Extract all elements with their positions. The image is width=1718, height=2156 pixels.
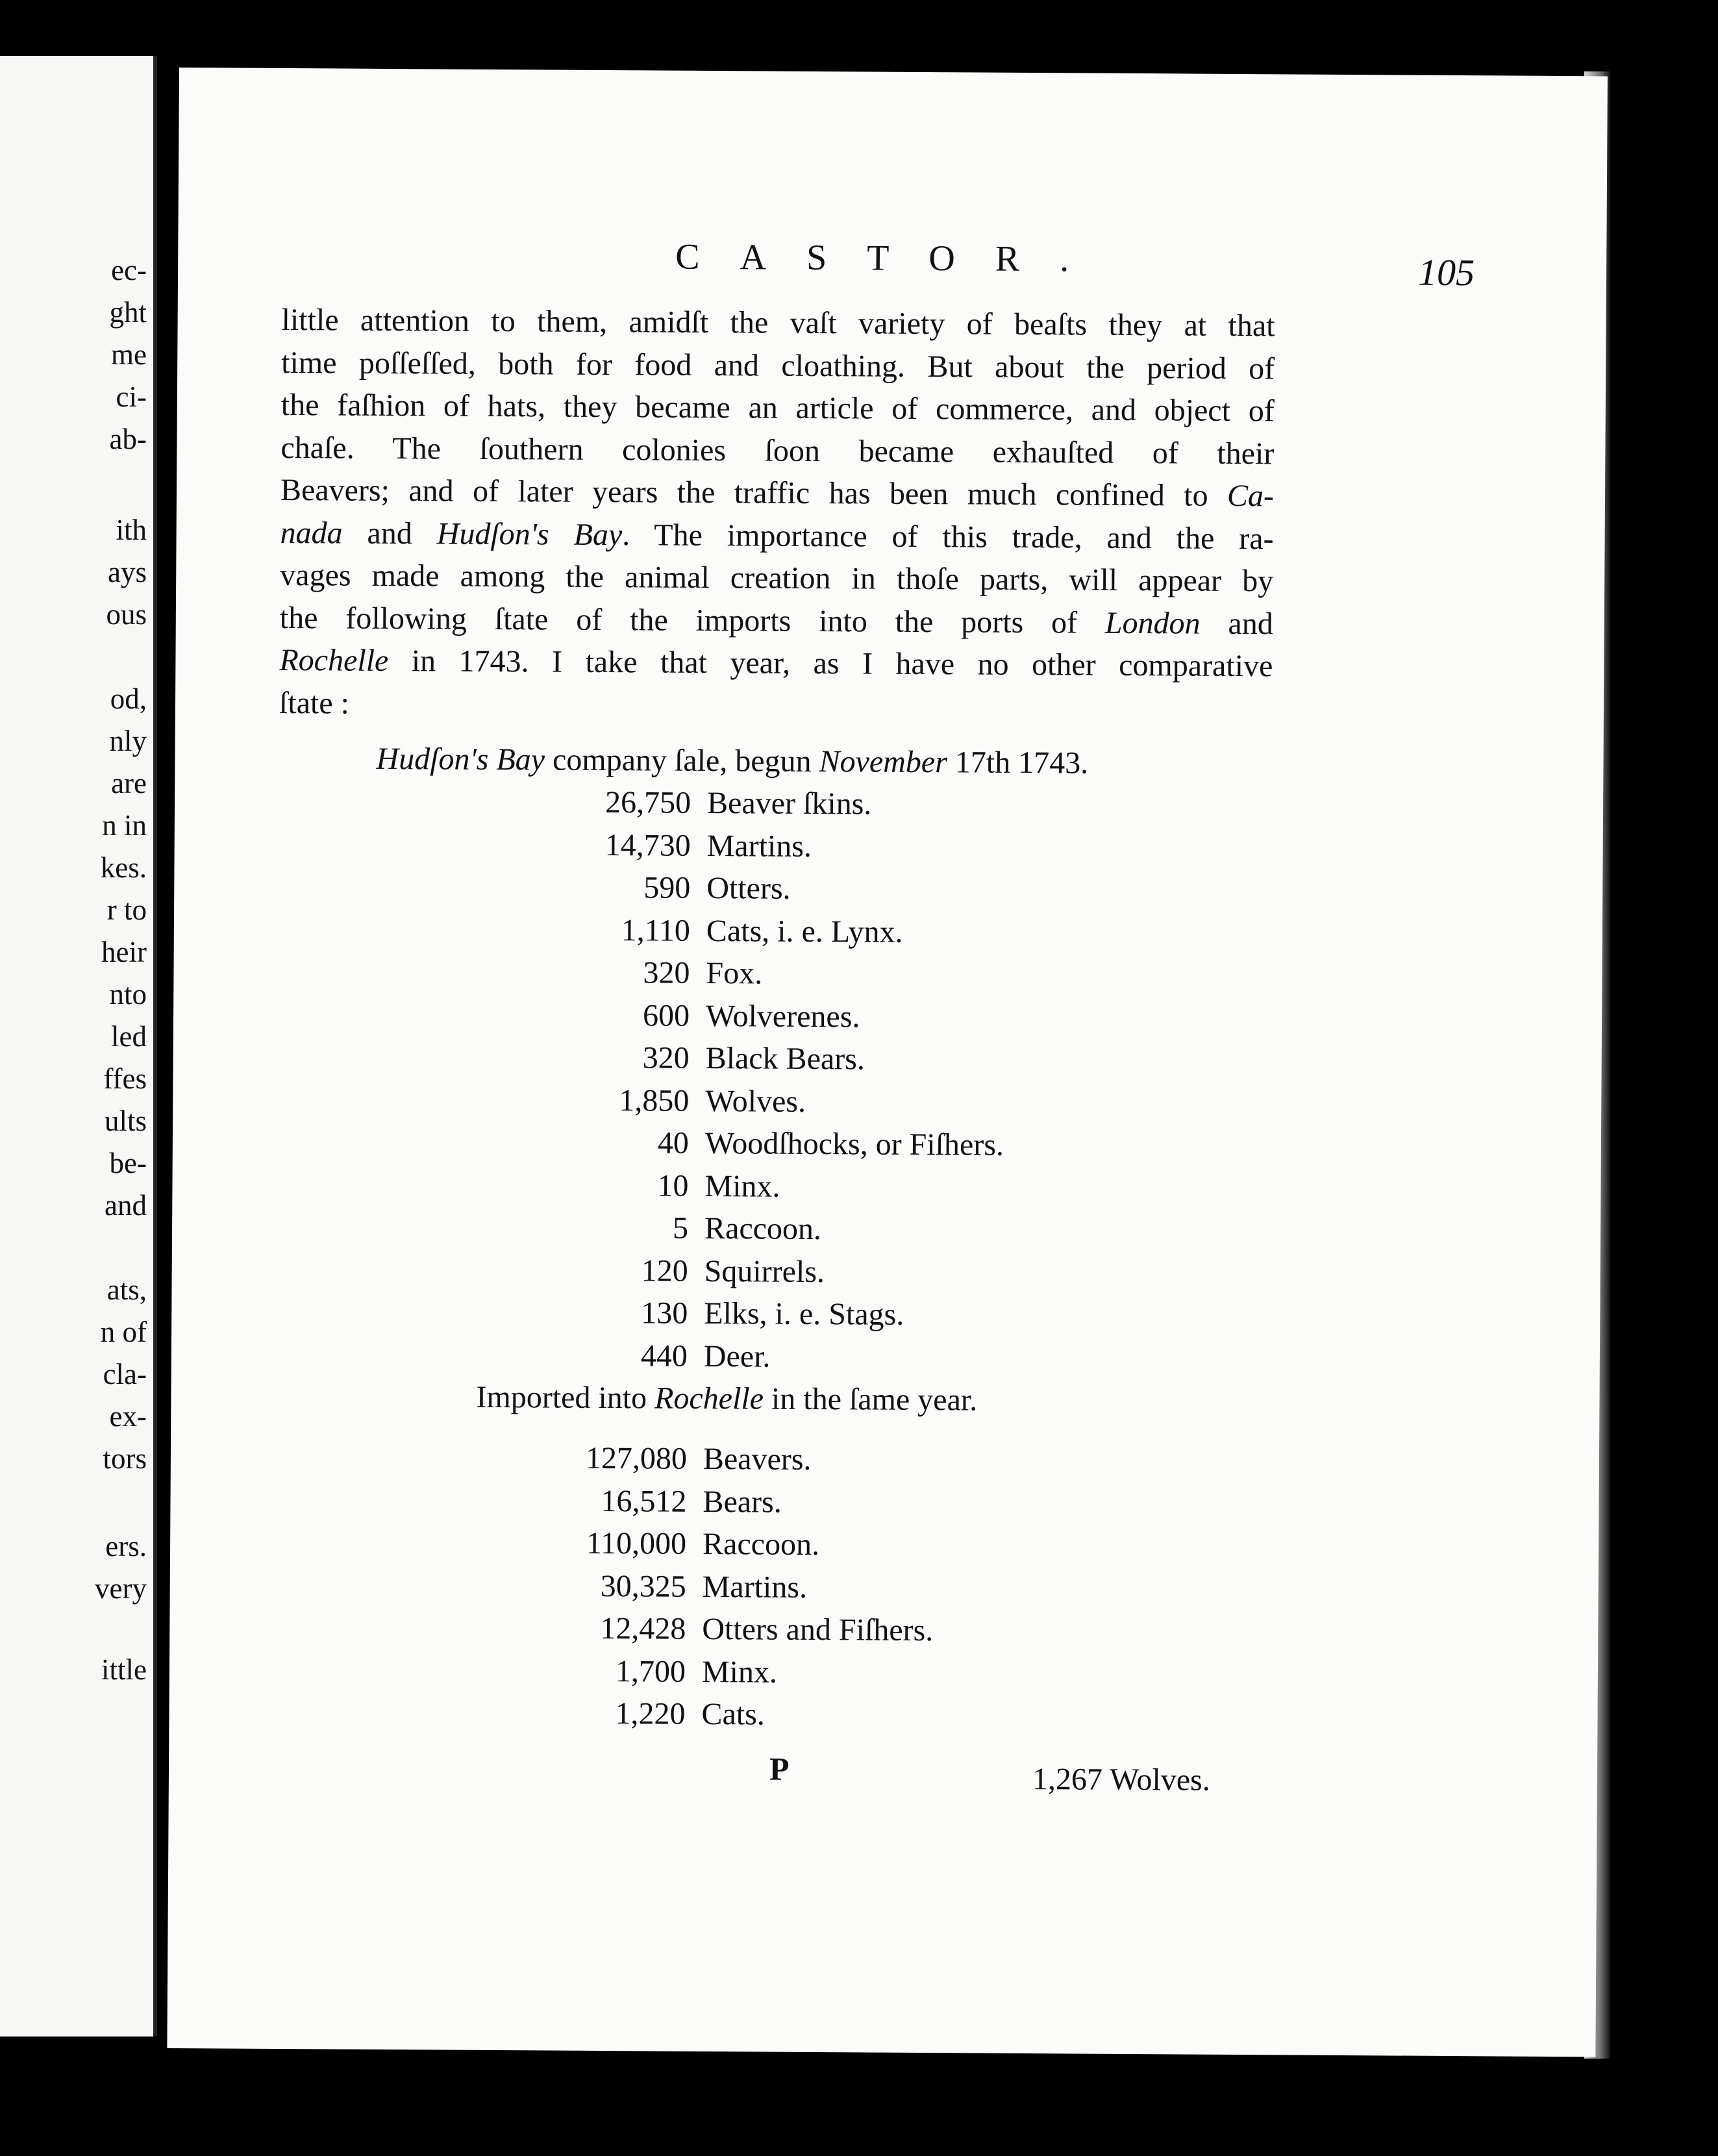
quantity: 16,512 xyxy=(601,1483,687,1519)
previous-page-fragment: n in xyxy=(102,809,147,842)
previous-page-fragment: ers. xyxy=(105,1530,147,1562)
quantity: 1,850 xyxy=(619,1083,690,1118)
animal-name: Beavers. xyxy=(703,1441,812,1477)
list-item xyxy=(173,994,1407,1041)
previous-page-fragment: ith xyxy=(116,514,147,546)
previous-page-fragment: very xyxy=(95,1572,147,1605)
hudsons-bay-sale-list xyxy=(175,782,1408,1374)
list-item xyxy=(175,782,1408,829)
list-item xyxy=(173,1079,1406,1126)
quantity: 130 xyxy=(641,1296,688,1331)
animal-name: Martins. xyxy=(702,1569,808,1605)
list-item xyxy=(174,867,1408,914)
animal-name: Cats. xyxy=(701,1696,766,1732)
catchword: 1,267 Wolves. xyxy=(1032,1762,1211,1798)
quantity: 120 xyxy=(641,1253,688,1288)
previous-page-fragment: kes. xyxy=(100,851,147,884)
list-item xyxy=(170,1565,1404,1612)
quantity: 320 xyxy=(642,1040,690,1075)
quantity: 10 xyxy=(657,1168,689,1203)
company-name: Hudſon's Bay xyxy=(376,741,545,777)
animal-name: Otters. xyxy=(706,870,791,906)
body-line: chaſe. The ſouthern colonies ſoon became exhauſted of their xyxy=(280,430,1275,471)
animal-name: Black Bears. xyxy=(705,1040,865,1077)
previous-page-fragment: nly xyxy=(109,725,147,757)
list-item xyxy=(171,1438,1404,1485)
body-line: the following ſtate of the imports into the ports of London and xyxy=(279,600,1273,641)
previous-page-text-fragments xyxy=(0,56,153,2037)
quantity: 40 xyxy=(657,1125,690,1160)
animal-name: Wolverenes. xyxy=(705,998,860,1034)
quantity: 12,428 xyxy=(600,1611,686,1646)
animal-name: Bears. xyxy=(703,1484,782,1520)
animal-name: Beaver ſkins. xyxy=(706,785,872,821)
previous-page-fragment: ats, xyxy=(106,1273,147,1306)
animal-name: Minx. xyxy=(704,1168,780,1204)
previous-page-fragment: ec- xyxy=(111,254,147,286)
previous-page-fragment: ght xyxy=(109,296,147,329)
body-line: nada and Hudſon's Bay. The importance of this trade, and the ra- xyxy=(280,515,1274,556)
animal-name: Fox. xyxy=(706,955,763,991)
previous-page-fragment: are xyxy=(111,767,147,799)
animal-name: Martins. xyxy=(706,828,812,864)
previous-page-fragment: me xyxy=(111,338,147,371)
list-item xyxy=(173,1037,1407,1084)
list-item xyxy=(174,909,1408,956)
animal-name: Woodſhocks, or Fiſhers. xyxy=(704,1125,1004,1162)
list-item xyxy=(172,1164,1406,1211)
previous-page-fragment: od, xyxy=(110,683,147,715)
list-item xyxy=(171,1335,1405,1381)
body-line: Beavers; and of later years the traffic has been much confined to Ca- xyxy=(280,472,1275,514)
previous-page-fragment: tors xyxy=(103,1442,147,1475)
book-page xyxy=(167,68,1608,2057)
quantity: 1,220 xyxy=(615,1696,686,1731)
quantity: 14,730 xyxy=(604,827,691,863)
quantity: 440 xyxy=(640,1338,688,1373)
previous-page-fragment: ffes xyxy=(103,1062,147,1095)
animal-name: Squirrels. xyxy=(704,1253,825,1289)
body-line: Rochelle in 1743. I take that year, as I have no other comparative xyxy=(279,642,1273,684)
previous-page-fragment: ittle xyxy=(101,1653,147,1686)
page-number: 105 xyxy=(1417,251,1475,294)
sale-month: November xyxy=(819,744,948,780)
previous-page-fragment: r to xyxy=(106,894,147,926)
quantity: 110,000 xyxy=(586,1525,687,1561)
body-paragraph xyxy=(279,299,1275,730)
list-item xyxy=(172,1207,1406,1254)
previous-page-fragment: ays xyxy=(108,556,147,588)
running-head: CASTOR. xyxy=(675,236,1110,280)
previous-page-fragment: n of xyxy=(100,1316,147,1348)
list-item xyxy=(170,1523,1404,1570)
quantity: 5 xyxy=(672,1210,689,1246)
quantity: 30,325 xyxy=(600,1568,686,1604)
previous-page-fragment: heir xyxy=(101,936,147,968)
body-line: time poſſeſſed, both for food and cloathing. But about the period of xyxy=(281,345,1275,386)
animal-name: Minx. xyxy=(701,1654,778,1690)
quantity: 1,700 xyxy=(615,1653,686,1689)
previous-page-fragment: be- xyxy=(109,1147,147,1179)
animal-name: Raccoon. xyxy=(704,1210,822,1247)
body-line: little attention to them, amidſt the vaſt variety of beaſts they at that xyxy=(281,302,1275,344)
previous-page-fragment: ous xyxy=(106,598,147,631)
sale-text: company ſale, begun xyxy=(544,742,819,779)
hudsons-bay-sale-heading xyxy=(376,741,1088,781)
quantity: 127,080 xyxy=(585,1440,688,1476)
list-item xyxy=(169,1693,1402,1740)
quantity: 26,750 xyxy=(604,785,691,820)
sale-date-text: 17th 1743. xyxy=(947,745,1089,781)
list-item xyxy=(175,824,1408,871)
imported-year-text: in the ſame year. xyxy=(763,1381,978,1418)
quantity: 590 xyxy=(643,870,691,905)
quantity: 1,110 xyxy=(621,912,691,948)
list-item xyxy=(169,1608,1403,1655)
previous-page-fragment: ex- xyxy=(109,1400,147,1433)
body-line: the faſhion of hats, they became an article of commerce, and object of xyxy=(280,387,1275,429)
previous-page-fragment: cla- xyxy=(103,1358,147,1390)
previous-page-fragment: ci- xyxy=(116,381,147,413)
list-item xyxy=(172,1249,1406,1296)
import-place: Rochelle xyxy=(654,1381,764,1416)
animal-name: Elks, i. e. Stags. xyxy=(704,1296,904,1332)
list-item xyxy=(173,952,1407,999)
previous-page-fragment: led xyxy=(111,1020,147,1053)
animal-name: Wolves. xyxy=(705,1083,806,1119)
signature-mark: P xyxy=(769,1750,790,1787)
body-line: vages made among the animal creation in thoſe parts, will appear by xyxy=(280,557,1274,599)
quantity: 320 xyxy=(643,955,690,990)
list-item xyxy=(170,1480,1404,1527)
quantity: 600 xyxy=(642,997,690,1033)
list-item xyxy=(169,1650,1403,1697)
previous-page-edge xyxy=(0,56,157,2037)
body-line: ſtate : xyxy=(279,685,350,721)
animal-name: Otters and Fiſhers. xyxy=(702,1611,934,1648)
previous-page-fragment: ab- xyxy=(109,423,147,455)
animal-name: Raccoon. xyxy=(702,1526,820,1562)
previous-page-fragment: and xyxy=(105,1189,147,1222)
previous-page-fragment: ults xyxy=(104,1105,147,1137)
imported-text: Imported into xyxy=(476,1379,655,1416)
animal-name: Cats, i. e. Lynx. xyxy=(706,913,903,949)
list-item xyxy=(173,1122,1406,1169)
list-item xyxy=(171,1292,1405,1339)
animal-name: Deer. xyxy=(703,1338,771,1374)
rochelle-imports-heading xyxy=(476,1379,977,1418)
previous-page-fragment: nto xyxy=(109,978,147,1010)
